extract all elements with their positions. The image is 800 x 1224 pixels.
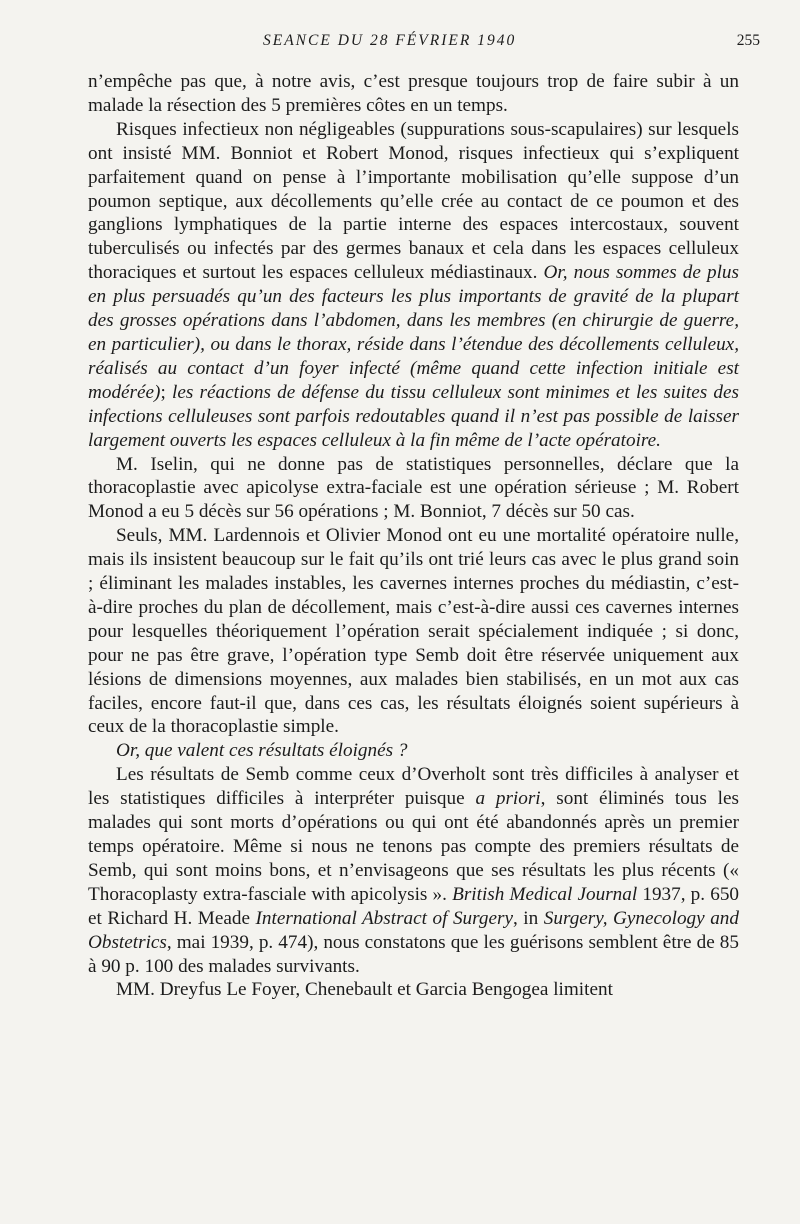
paragraph-2-semicolon: ; (160, 381, 173, 403)
running-header (88, 32, 760, 58)
page-number: 255 (736, 32, 760, 49)
paragraph-2-italic-1: Or, nous sommes de plus en plus persuadés qu’un des facteurs les plus importants de gravité de la plupart des grosses opérations dans l’abdomen, dans les membres (en chirurgie de guerre, en particulier), ou dans le thorax, réside dans l’étendue des décollements celluleux, réalisés au contact d’un foyer infecté (même quand cette infection initiale est modérée) (88, 262, 739, 403)
paragraph-2-italic-2: les réactions de défense du tissu celluleux sont minimes et les suites des infections celluleuses sont parfois redoutables quand il n’est pas possible de laisser largement ouverts les espaces celluleux à la fin même de l’acte opératoire. (88, 381, 739, 451)
p6-part-i: , mai 1939, p. 474), nous constatons que les guérisons semblent être de 85 à 90 p. 100 des malades survivants. (88, 931, 739, 977)
p6-part-g: , in (512, 907, 544, 929)
p6-journal-sgo: Surgery, Gynecology and Obstetrics (88, 907, 739, 953)
body-text (88, 70, 739, 1002)
paragraph-6 (88, 763, 739, 978)
paragraph-4: Seuls, MM. Lardennois et Olivier Monod ont eu une mortalité opératoire nulle, mais ils insistent beaucoup sur le fait qu’ils ont trié leurs cas avec le plus grand soin ; éliminant les malades instables, les cavernes internes proches du médiastin, c’est-à-dire proches du plan de décollement, mais c’est-à-dire aussi ces cavernes internes pour lesquelles théoriquement l’opération serait spécialement indiquée ; si donc, pour ne pas être grave, l’opération type Semb doit être réservée uniquement aux lésions de dimensions moyennes, aux malades bien stabilisés, en un mot aux cas faciles, encore faut-il que, dans ces cas, les résultats éloignés soient supérieurs à ceux de la thoracoplastie simple. (88, 525, 739, 738)
paragraph-1: n’empêche pas que, à notre avis, c’est presque toujours trop de faire subir à un malade la résection des 5 premières côtes en un temps. (88, 71, 739, 116)
p6-a-priori: a priori (475, 788, 541, 810)
paragraph-3: M. Iselin, qui ne donne pas de statistiques personnelles, déclare que la thoracoplastie avec apicolyse extra-faciale est une opération sérieuse ; M. Robert Monod a eu 5 décès sur 56 opérations ; M. Bonniot, 7 décès sur 50 cas. (88, 453, 739, 523)
paragraph-5-question: Or, que valent ces résultats éloignés ? (116, 740, 408, 762)
p6-journal-bmj: British Medical Journal (452, 883, 638, 905)
paragraph-2-roman: Risques infectieux non négligeables (suppurations sous-scapulaires) sur lesquels ont insisté MM. Bonniot et Robert Monod, risques infectieux qui s’expliquent parfaitement quand on pense à l’importante mobilisation qu’elle suppose d’un poumon septique, aux décollements qu’elle crée au contact de ce poumon et des ganglions lymphatiques de la partie interne des espaces intercostaux, souvent tuberculisés ou infectés par des germes banaux et cela dans les espaces celluleux thoraciques et surtout les espaces celluleux médiastinaux. (88, 118, 739, 284)
p6-part-a: Les résultats de Semb comme ceux d’Overholt sont très difficiles à analyser et les statistiques difficiles à interpréter puisque (88, 764, 739, 810)
running-title: SEANCE DU 28 FÉVRIER 1940 (263, 32, 517, 49)
paragraph-7: MM. Dreyfus Le Foyer, Chenebault et Garcia Bengogea limitent (116, 979, 613, 1001)
p6-part-c: , sont éliminés tous les malades qui sont morts d’opérations ou qui ont été abandonnés après un premier temps opératoire. Même si nous ne tenons pas compte des premiers résultats de Semb, qui sont moins bons, et n’envisageons que ses résultats les plus récents (« Thoracoplasty extra-fasciale with apicolysis ». (88, 788, 739, 905)
p6-part-e: 1937, p. 650 et Richard H. Meade (88, 883, 740, 929)
paragraph-2 (88, 118, 739, 453)
p6-journal-ias: International Abstract of Surgery (255, 907, 513, 929)
